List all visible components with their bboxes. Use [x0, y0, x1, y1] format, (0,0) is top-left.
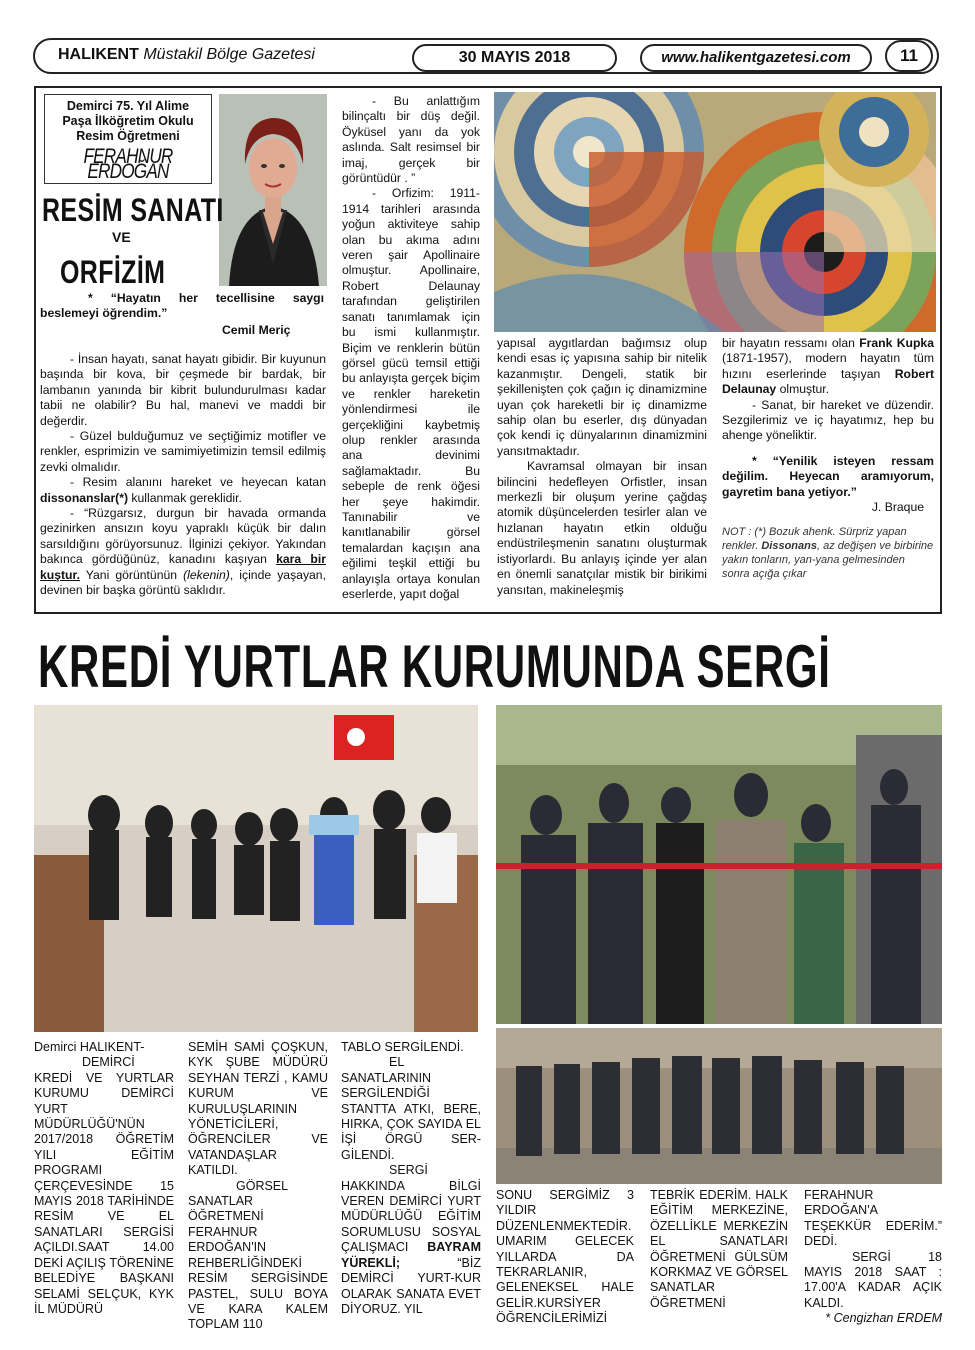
- news-column-1: Demirci HALIKENT- DEMİRCİ KREDİ VE YURTLAR KURUMU DEMİRCİ YURT MÜDÜRLÜĞÜ'NÜN 2017/2018 ÖĞRETİM YILI EĞİTİM PROGRAMI ÇERÇEVESİNDE 15 MAYIS 2018 TARİHİNDE RESİM VE EL SANATLARI SERGİSİ AÇILDI.SAAT 14.00 DEKİ AÇILIŞ TÖRENİNE BELEDİYE BAŞKANI SELAMİ SELÇUK, KYK İL MÜDÜRÜ: [34, 1040, 174, 1316]
- ribbon-cutting-photo: [496, 705, 942, 1024]
- article-title-ve: VE: [112, 229, 131, 245]
- news-column-4: SONU SERGİMİZ 3 YILDIR DÜZENLENMEKTEDİR. UMARIM GELECEK YILLARDA DA TEKRARLANIR, GELENEKSEL HALE GELİR.KURSİYER ÖĞRENCİLERİMİZİ: [496, 1188, 634, 1326]
- portrait-image: [219, 94, 327, 286]
- article-title-line2: ORFİZİM: [60, 254, 166, 290]
- news-column-2: SEMİH SAMİ ÇOŞKUN, KYK ŞUBE MÜDÜRÜ SEYHAN TERZİ , KAMU KURUM VE KURULUŞLARININ YÖNETİCİLERİ, ÖĞRENCİLER VE VATANDAŞLAR KATILDI. GÖRSEL SANATLAR ÖĞRETMENİ FERAHNUR ERDOĞAN'IN REHBERLİĞİNDEKİ RESİM SERGİSİNDE PASTEL, SULU BOYA VE KARA KALEM TOPLAM 110: [188, 1040, 328, 1332]
- article-title-line1: RESİM SANATI: [42, 192, 224, 228]
- article-column-3: yapısal aygıtlardan bağımsız olup kendi esas iç yapısına sahip bir nitelik kazanmıştır. Dengeli, statik bir şekillenişten çok çağın iç dinamizmine uyan çok hareketli bir iç dinamizme sahip olan bu eserler, dış dünyadan çok kendi iç dünyalarının dinamizmini yansıtmaktadır. Kavramsal olmayan bir insan bilincini hedefleyen Orfistler, insan merkezli bir oluşum yerine çağdaş atomik düşüncelerden tesirler alan ve hızlanan hayatın etkin olduğu endüstrileşmenin sanatını oluşturmak istiyorlardı. Bu anlayış içinde yer alan en önemli sanatçılar mistik bir birikimi yansıtan, makineleşmiş: [497, 336, 707, 597]
- exhibition-photo-group: [34, 705, 478, 1032]
- author-role: Resim Öğretmeni: [76, 129, 180, 143]
- news-headline: KREDİ YURTLAR KURUMUNDA SERGİ: [38, 633, 831, 700]
- footnote: NOT : (*) Bozuk ahenk. Sürpriz yapan renkler. Dissonans, az değişen ve birbirine yakın tonların, yan-yana gelmesinden sonra açığa çıkar: [722, 526, 934, 581]
- news-column-6: FERAHNUR ERDOĞAN'A TEŞEKKÜR EDERİM.” DEDİ. SERGİ 18 MAYIS 2018 SAAT : 17.00'A KADAR AÇIK KALDI. * Cengizhan ERDEM: [804, 1188, 942, 1326]
- orphism-painting: [494, 92, 936, 332]
- news-column-5: TEBRİK EDERİM. HALK EĞİTİM MERKEZİNE, ÖZELLİKLE MERKEZİN EL SANATLARI ÖĞRETMENİ GÜLSÜM KORKMAZ VE GÖRSEL SANATLAR ÖĞRETMENİ: [650, 1188, 788, 1310]
- article-column-4: bir hayatın ressamı olan Frank Kupka (1871-1957), modern hayatın tüm hızını eserlerinde taşıyan Robert Delaunay olmuştur. - Sanat, bir hareket ve düzendir. Sezgilerimiz ve iç hayatımız, hep bu ahenge yöneliktir. * “Yenilik isteyen ressam değilim. Heyecan aramıyorum, gayretim bana yetiyor.” J. Braque NOT : (*) Bozuk ahenk. Sürpriz yapan renkler. Dissonans, az değişen ve birbirine yakın tonların, yan-yana gelmesinden sonra açığa çıkar: [722, 336, 935, 581]
- closing-quote-author: J. Braque: [871, 500, 924, 515]
- opening-quote-author: Cemil Meriç: [222, 323, 291, 337]
- news-dateline: Demirci HALIKENT-: [34, 1040, 145, 1054]
- article-column-1: - İnsan hayatı, sanat hayatı gibidir. Bir kuyunun başında bir kova, bir çeşmede bir bardak, bir lambanın yanında bir kibrit bulundurulması kadar tabii ne olabilir? Bu hal, manevi ve maddi bir değerdir. - Güzel bulduğumuz ve seçtiğimiz motifler ve renkler, esprimizin ve samimiyetimizin temsil edilmiş zevki olmalıdır. - Resim alanını hareket ve heyecan katan dissonanslar(*) kullanmak gereklidir. - “Rüzgarsız, durgun bir havada ormanda gezinirken ansızın koyu yapraklı küçük bir dalın sarsıldığını görüyorsunuz. İlginizi çekiyor. Yakından bakınca gördüğünüz, kanadını kaşıyan kara bir kuştur. Yani görüntünün (lekenin), içinde yaşayan, devinen bir başka görüntü saklıdır.: [40, 352, 326, 598]
- author-box: [44, 94, 212, 184]
- newspaper-name: HALIKENT Müstakil Bölge Gazetesi: [58, 46, 315, 63]
- article-column-2: - Bu anlattığım bilinçaltı bir düş değil. Öyküsel yanı da yok aslında. Salt resimsel bir imaj, gerçek bir görüntüdür . ” - Orfizim: 1911-1914 tarihleri arasında yoğun aktiviteye sahip olan bu akıma adını veren şair Apollinaire olmuştur. Apollinaire, Robert Delaunay tarafından geliştirilen sanatı tanımlamak için bu ismi kullanmıştır. Biçim ve renklerin bütün görsel gücü temsil ettiği bu anlayışta gerçek biçim ve renkler hareketin yönlendirmesi ile gerçekliğini kaybetmiş olup renkler arasında ana devinimi sağlamaktadır. Bu sebeple de renk öğesi her şeye hakimdir. Tanınabilir ve kanıtlanabilir görsel temalardan kaçışın ana eğilimi teşkil ettiği bu anlayışla ortaya konulan eserlerde, yapıt doğal: [342, 94, 480, 601]
- author-school-line2: Paşa İlköğretim Okulu: [62, 114, 194, 128]
- page-number: 11: [885, 40, 933, 72]
- author-portrait: [219, 94, 327, 286]
- issue-date: 30 MAYIS 2018: [412, 44, 617, 72]
- author-name: FERAHNUR ERDOĞAN: [83, 145, 173, 183]
- closing-quote: * “Yenilik isteyen ressam değilim. Heyecan aramıyorum, gayretim bana yetiyor.”: [722, 453, 934, 499]
- author-school-line1: Demirci 75. Yıl Alime: [66, 99, 190, 113]
- news-column-3: TABLO SERGİLENDİ. EL SANATLARININ SERGİLENDİĞİ STANTTA ATKI, BERE, HIRKA, ÇOK SAYIDA EL İŞİ ÖRGÜ SER-GİLENDİ. SERGİ HAKKINDA BİLGİ VEREN DEMİRCİ YURT MÜDÜRLÜĞÜ EĞİTİM SORUMLUSU SOSYAL ÇALIŞMACI BAYRAM YÜREKLİ; “BİZ DEMİRCİ YURT-KUR OLARAK SANATA EVET DİYORUZ. YIL: [341, 1040, 481, 1316]
- group-photo: [496, 1028, 942, 1184]
- news-byline: * Cengizhan ERDEM: [825, 1311, 942, 1326]
- opening-quote: * “Hayatın her tecellisine saygı beslemeyi öğrendim.”: [40, 291, 324, 321]
- website-url[interactable]: www.halikentgazetesi.com: [640, 44, 872, 72]
- painting-image: [494, 92, 936, 332]
